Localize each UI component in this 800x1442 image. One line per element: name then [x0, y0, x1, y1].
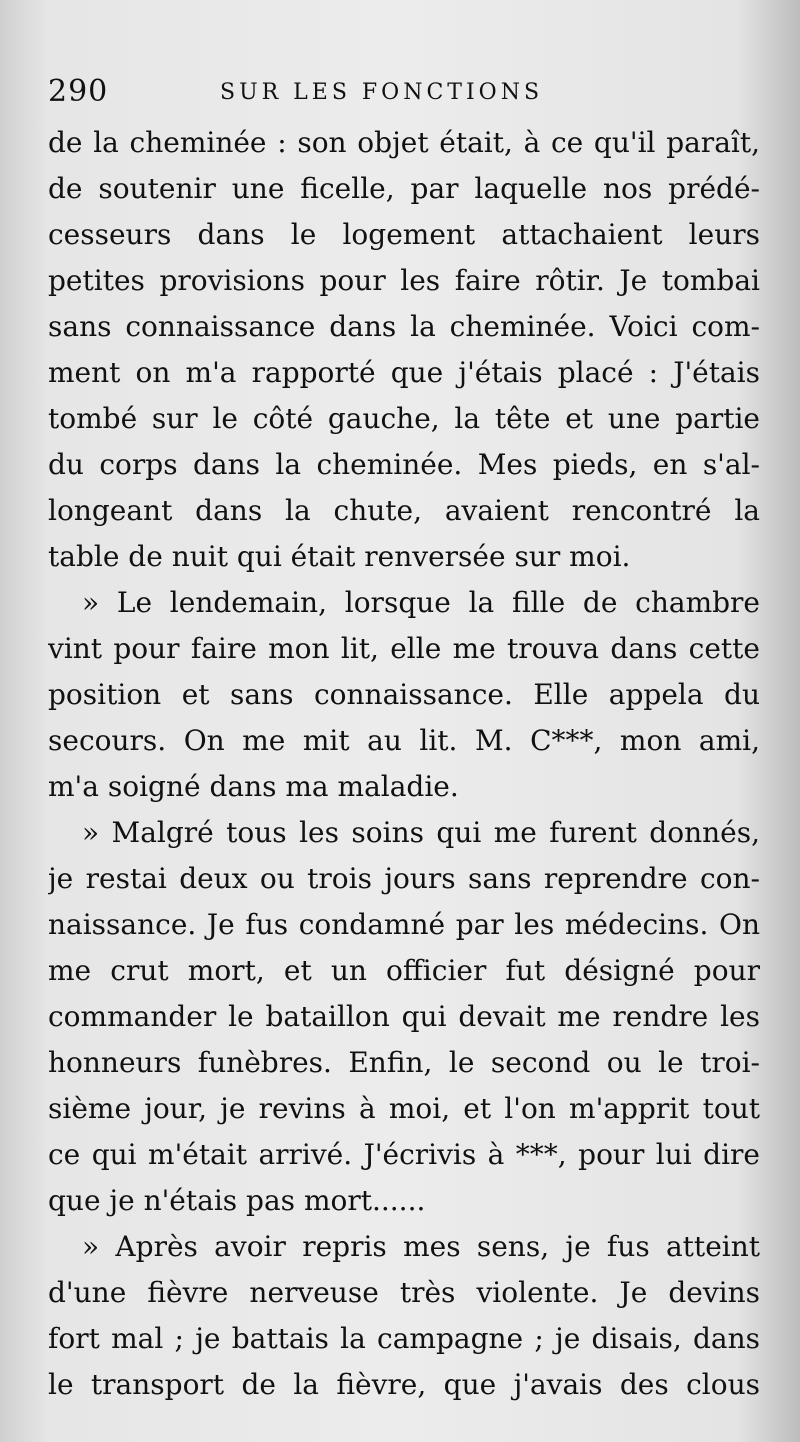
text-line: commander le bataillon qui devait me rendre les	[48, 1000, 760, 1033]
text-line: tombé sur le côté gauche, la tête et une partie	[48, 402, 760, 435]
text-line: sième jour, je revins à moi, et l'on m'apprit tout	[48, 1092, 760, 1125]
text-line: vint pour faire mon lit, elle me trouva dans cette	[48, 632, 760, 665]
text-line: fort mal ; je battais la campagne ; je disais, dans	[48, 1322, 760, 1355]
text-line: longeant dans la chute, avaient rencontré la	[48, 494, 760, 527]
text-line: je restai deux ou trois jours sans reprendre con-	[48, 862, 760, 895]
text-line: me crut mort, et un officier fut désigné pour	[48, 954, 760, 987]
text-line: » Le lendemain, lorsque la fille de chambre	[82, 586, 760, 619]
text-line: petites provisions pour les faire rôtir. Je tombai	[48, 264, 760, 297]
text-line: secours. On me mit au lit. M. C***, mon ami,	[48, 724, 760, 757]
text-line: honneurs funèbres. Enfin, le second ou le troi-	[48, 1046, 760, 1079]
text-line: » Après avoir repris mes sens, je fus atteint	[82, 1230, 760, 1263]
text-line: ment on m'a rapporté que j'étais placé : J'étais	[48, 356, 760, 389]
text-line: naissance. Je fus condamné par les médecins. On	[48, 908, 760, 941]
text-line: que je n'étais pas mort......	[48, 1184, 426, 1217]
text-line: du corps dans la cheminée. Mes pieds, en s'al-	[48, 448, 760, 481]
text-line: le transport de la fièvre, que j'avais des clous	[48, 1368, 760, 1401]
text-line: table de nuit qui était renversée sur moi.	[48, 540, 631, 573]
body-text	[48, 120, 760, 1408]
text-line: ce qui m'était arrivé. J'écrivis à ***, pour lui dire	[48, 1138, 760, 1171]
page-number: 290	[48, 74, 109, 109]
text-line: cesseurs dans le logement attachaient leurs	[48, 218, 760, 251]
text-line: » Malgré tous les soins qui me furent donnés,	[82, 816, 760, 849]
text-line: m'a soigné dans ma maladie.	[48, 770, 459, 803]
running-head: SUR LES FONCTIONS	[220, 80, 544, 105]
text-line: d'une fièvre nerveuse très violente. Je devins	[48, 1276, 760, 1309]
text-line: de la cheminée : son objet était, à ce qu'il paraît,	[48, 126, 760, 159]
text-line: sans connaissance dans la cheminée. Voici com-	[48, 310, 760, 343]
text-line: de soutenir une ficelle, par laquelle nos prédé-	[48, 172, 760, 205]
page-header	[48, 74, 768, 114]
text-line: position et sans connaissance. Elle appela du	[48, 678, 760, 711]
